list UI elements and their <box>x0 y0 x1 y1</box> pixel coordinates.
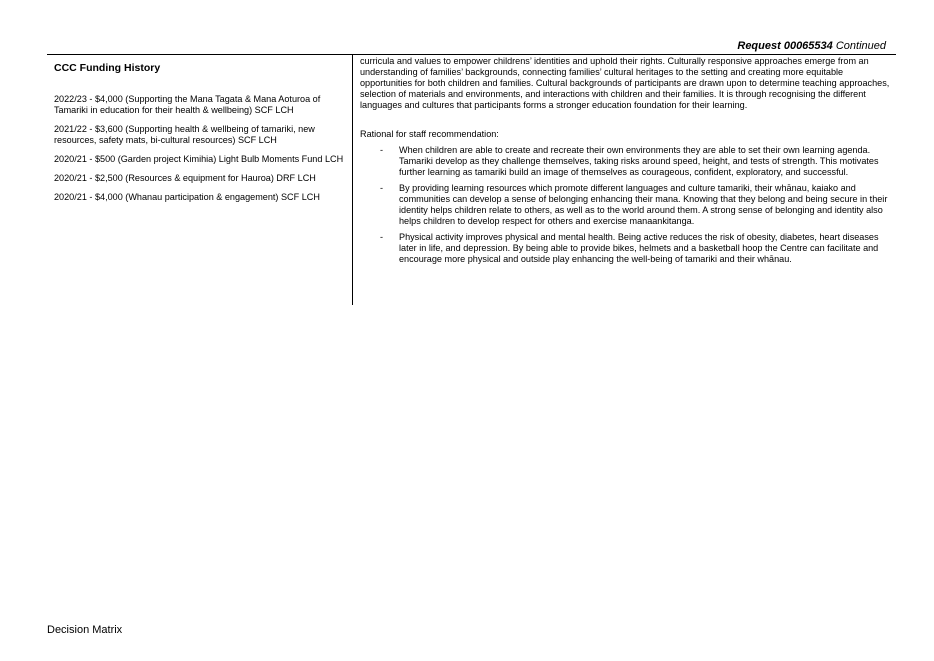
content-table <box>47 54 896 305</box>
request-number: Request 00065534 <box>737 40 833 52</box>
funding-entry: 2020/21 - $4,000 (Whanau participation & engagement) SCF LCH <box>54 192 320 202</box>
rationale-list <box>360 145 892 265</box>
funding-history-column <box>47 55 353 305</box>
page-header <box>737 40 886 52</box>
list-item <box>360 145 892 178</box>
intro-paragraph: curricula and values to empower childrens’ identities and uphold their rights. Culturally responsive approaches emerge from an understanding of families’ backgrounds, connecting families’ cultural heritages to the setting and creating more equitable opportunities for both children and families. Cultural backgrounds of participants are drawn upon to determine teaching approaches, selection of materials and environments, and interactions with children and their families. It is through recognising the different languages and cultures that participants forms a stronger education foundation for their learning. <box>360 56 890 110</box>
funding-history-title: CCC Funding History <box>54 62 161 74</box>
dash-bullet: - <box>380 232 384 242</box>
funding-entry: 2022/23 - $4,000 (Supporting the Mana Tagata & Mana Aoturoa of Tamariki in education for their health & wellbeing) SCF LCH <box>54 94 321 115</box>
continued-label: Continued <box>835 40 886 52</box>
funding-entry: 2021/22 - $3,600 (Supporting health & wellbeing of tamariki, new resources, safety mats, bi-cultural resources) SCF LCH <box>54 124 315 145</box>
list-item-text: By providing learning resources which promote different languages and culture tamariki, their whānau, kaiako and communities can develop a sense of belonging enhancing their mana. Knowing that they belong and being secure in their identity helps children relate to others, as well as to the world around them. A strong sense of belonging and identity also helps children to develop respect for others and exercise manaankitanga. <box>399 183 888 226</box>
list-item-text: When children are able to create and recreate their own environments they are able to set their own learning agenda. Tamariki develop as they challenge themselves, taking risks around speed, height, and tests of strength. This motivates further learning as tamariki build an image of themselves as courageous, confident, exploratory, and successful. <box>399 145 879 177</box>
dash-bullet: - <box>380 183 384 193</box>
list-item <box>360 183 892 227</box>
funding-entry: 2020/21 - $500 (Garden project Kimihia) Light Bulb Moments Fund LCH <box>54 154 344 164</box>
funding-entry: 2020/21 - $2,500 (Resources & equipment for Hauroa) DRF LCH <box>54 173 316 183</box>
dash-bullet: - <box>380 145 384 155</box>
description-column <box>353 55 896 305</box>
list-item <box>360 232 892 265</box>
list-item-text: Physical activity improves physical and mental health. Being active reduces the risk of obesity, diabetes, heart diseases later in life, and depression. By being able to provide bikes, helmets and a basketball hoop the Centre can facilitate and encourage more physical and outside play enhancing the well-being of tamariki and their whānau. <box>399 232 879 264</box>
footer-label: Decision Matrix <box>47 624 123 636</box>
rationale-heading: Rational for staff recommendation: <box>360 129 499 139</box>
